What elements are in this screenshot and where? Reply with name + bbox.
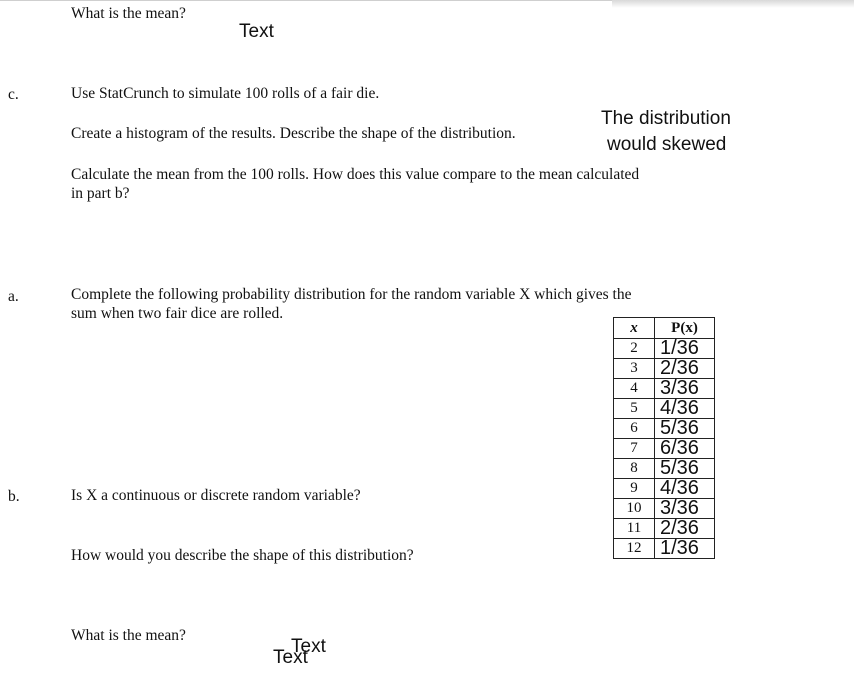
probability-value-cell[interactable]: 5/36 [655,419,715,439]
probability-value-cell[interactable]: 3/36 [655,499,715,519]
probability-distribution-table [613,317,715,559]
probability-value-cell[interactable]: 6/36 [655,439,715,459]
x-value-cell: 8 [614,459,655,479]
top-mean-question: What is the mean? [71,5,186,22]
part-b-answer-box-a[interactable]: Text [273,647,308,668]
part-b-answer-box-b[interactable]: Text [291,636,326,657]
part-c-letter: c. [8,86,19,103]
part-b-shape-question: How would you describe the shape of this distribution? [71,547,414,564]
table-row [614,499,715,519]
table-row [614,359,715,379]
table-body [614,339,715,559]
probability-value-cell[interactable]: 5/36 [655,459,715,479]
x-value-cell: 6 [614,419,655,439]
part-c-answer-line-2[interactable]: would skewed [607,134,727,155]
part-a-question-line-2: sum when two fair dice are rolled. [71,305,284,322]
x-value-cell: 2 [614,339,655,359]
x-value-cell: 7 [614,439,655,459]
column-header-px: P(x) [655,318,715,339]
table-row [614,439,715,459]
probability-value-cell[interactable]: 4/36 [655,399,715,419]
column-header-x: x [614,318,655,339]
x-value-cell: 5 [614,399,655,419]
table-row [614,479,715,499]
part-b-continuous-question: Is X a continuous or discrete random variable? [71,487,361,504]
part-c-simulate-question: Use StatCrunch to simulate 100 rolls of a fair die. [71,85,380,102]
probability-value-cell[interactable]: 1/36 [655,339,715,359]
part-c-mean-question-line-2: in part b? [71,185,130,202]
probability-value-cell[interactable]: 3/36 [655,379,715,399]
part-b-mean-question: What is the mean? [71,627,186,644]
x-value-cell: 4 [614,379,655,399]
part-c-mean-question-line-1: Calculate the mean from the 100 rolls. How does this value compare to the mean calculated [71,166,640,183]
x-value-cell: 11 [614,519,655,539]
table-header-row [614,318,715,339]
table-row [614,539,715,559]
x-value-cell: 9 [614,479,655,499]
probability-value-cell[interactable]: 2/36 [655,519,715,539]
probability-value-cell[interactable]: 2/36 [655,359,715,379]
x-value-cell: 12 [614,539,655,559]
x-value-cell: 3 [614,359,655,379]
part-a-letter: a. [8,288,19,305]
part-b-letter: b. [8,488,20,505]
table-row [614,459,715,479]
table-row [614,419,715,439]
probability-value-cell[interactable]: 4/36 [655,479,715,499]
part-a-question-line-1: Complete the following probability distribution for the random variable X which gives the [71,286,632,303]
table-row [614,379,715,399]
part-c-histogram-question: Create a histogram of the results. Describe the shape of the distribution. [71,125,516,142]
page-shadow [612,0,854,8]
table-row [614,519,715,539]
top-mean-answer-box[interactable]: Text [239,21,274,42]
probability-value-cell[interactable]: 1/36 [655,539,715,559]
table-row [614,339,715,359]
x-value-cell: 10 [614,499,655,519]
table-row [614,399,715,419]
part-c-answer-line-1[interactable]: The distribution [601,108,731,129]
